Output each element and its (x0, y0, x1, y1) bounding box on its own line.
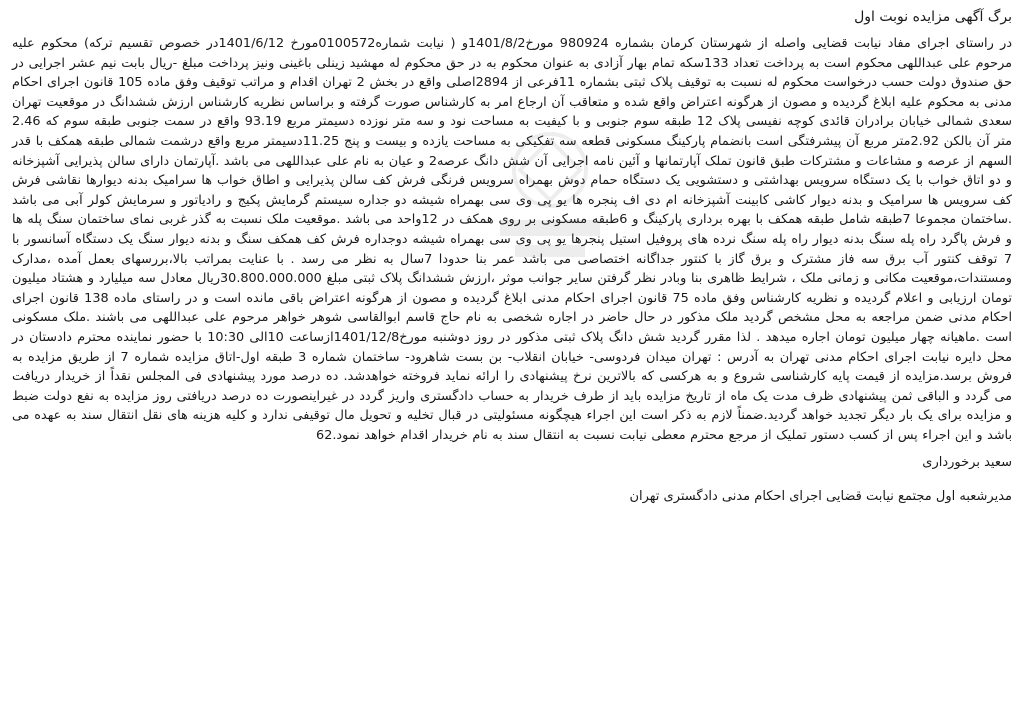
signatory-name: سعید برخورداری (922, 455, 1012, 471)
notice-body: در راستای اجرای مفاد نیابت قضایی واصله از شهرستان کرمان بشماره 980924 مورخ1401/8/2و ( نیابت شماره0100572مورخ 1401/6/12در خصوص تقسیم ترکه) محکوم علیه مرحوم علی عبداللهی محکوم است به پرداخت تعداد 133سکه تمام بهار آزادی به عنوان محکوم به در حق محکوم له مهشید زینلی باغینی ونیز پرداخت مبلغ -ریال بابت نیم عشر اجرایی در حق صندوق دولت حسب درخواست محکوم له نسبت به توقیف پلاک ثبتی بشماره 11فرعی از 2894اصلی واقع در بخش 2 تهران اقدام و مراتب توقیف وفق ماده 105 قانون اجرای احکام مدنی به محکوم علیه ابلاغ گردیده و مصون از هرگونه اعتراض واقع شده و متعاقب آن ارجاع امر به کارشناس صورت گرفته و براساس نظریه کارشناس ارزش ششدانگ در موقعیت تهران سعدی شمالی خیابان برادران قائدی کوچه نفیسی پلاک 12 طبقه سوم جنوبی و با کیفیت به مساحت نود و سه متر نوزده دسیمتر مربع 93.19 واقع در سمت جنوبی طبقه سوم که 2.46 متر آن بالکن 2.92متر مربع آن پیشرفتگی است بانضمام پارکینگ مسکونی قطعه سه تفکیکی به مساحت یازده و بیست و پنج 11.25دسیمتر مربع واقع درشمت شمالی طبقه همکف با قدر السهم از عرصه و مشاعات و مشترکات طبق قانون تملک آپارتمانها و آئین نامه اجرایی آن شش دانگ عرصه2 و عیان به نام علی عبداللهی می باشد .آپارتمان دارای سالن پذیرایی آشپزخانه و دو اتاق خواب با یک دستگاه سرویس بهداشتی و دستشویی یک دستگاه حمام دوش بهمراه سرویس فرنگی فرش کف سالن پذیرایی و اطاق خواب ها سرامیک بدنه دیوارها نقاشی فرش کف سرویس ها سرامیک و بدنه دیوار کاشی کابینت آشپزخانه ام دی اف پنجره ها یو پی وی سی بهمراه شیشه دو جداره سیستم گرمایش پکیج و رادیاتور و سرمایش کولر آبی می باشد .ساختمان مجموعا 7طبقه شامل طبقه همکف با بهره برداری پارکینگ و 6طبقه مسکونی بر روی همکف در 12واحد می باشد .موقعیت ملک نسبت به گذر غربی نمای ساختمان سنگ پله ها و فرش پاگرد راه پله سنگ بدنه دیوار راه پله سنگ نرده های پروفیل استیل پنجرها یو پی وی سی بهمراه شیشه دوجداره فرش کف همکف سنگ و بدنه دیوار سنگ یک دستگاه آسانسور با 7 توقف کنتور آب برق سه فاز مشترک و برق گاز با کنتور جداگانه اختصاصی می باشد عمر بنا حدودا 7سال به نظر می رسد . با عنایت بمراتب بالا،بررسهای بعمل آمده ،مدارک ومستندات،موقعیت مکانی و زمانی ملک ، شرایط ظاهری بنا وبادر نظر گرفتن سایر جوانب موثر ،ارزش ششدانگ پلاک ثبتی مبلغ 30.800.000.000ریال معادل سه میلیارد و هشتاد میلیون تومان ارزیابی و اعلام گردیده و نظریه کارشناس وفق ماده 75 قانون اجرای احکام مدنی ابلاغ گردیده و مصون از هرگونه اعتراض باقی مانده است و در راستای ماده 138 قانون اجرای احکام مدنی ضمن مراجعه به محل مشخص گردید ملک مذکور در حال حاضر در اجاره شخصی به نام حاج قاسم ابوالقاسی شوهر خواهر مرحوم علی عبداللهی می باشند .ملک مسکونی است .ماهیانه چهار میلیون تومان اجاره میدهد . لذا مقرر گردید شش دانگ پلاک ثبتی مذکور در روز دوشنبه مورخ1401/12/8ازساعت 10الی 10:30 با حضور نماینده محترم دادستان در محل دایره نیابت اجرای احکام مدنی تهران به آدرس : تهران میدان فردوسی- خیابان انقلاب- بن بست شاهرود- ساختمان شماره 3 طبقه اول-اتاق مزایده شماره 7 از طریق مزایده به فروش برسد.مزایده از قیمت پایه کارشناسی شروع و به هرکسی که بالاترین نرخ پیشنهادی را ارائه نماید فروخته خواهدشد. ده درصد مورد پیشنهادی فی المجلس نقداً از خریدار دریافت می گردد و الباقی ثمن پیشنهادی ظرف مدت یک ماه از تاریخ مزایده باید از طرف خریدار به حساب دادگستری واریز گردد در غیراینصورت ده درصد دریافتی روز مزایده به نفع دولت ضبط و مزایده برای یک بار دیگر تجدید خواهد گردید.ضمناً لازم به ذکر است این اجراء هیچگونه مسئولیتی در قبال تخلیه و تحویل مال توقیفی ندارد و کلیه هزینه های نقل انتقال سند به عهده می باشد و این اجراء پس از کسب دستور تملیک از مرجع محترم معطی نیابت نسبت به انتقال سند به نام خریدار اقدام خواهد نمود.62 (12, 36, 1013, 443)
issuing-office: مدیرشعبه اول مجتمع نیابت قضایی اجرای احکام مدنی دادگستری تهران (629, 489, 1012, 505)
notice-title: برگ آگهی مزایده نوبت اول (854, 9, 1012, 25)
